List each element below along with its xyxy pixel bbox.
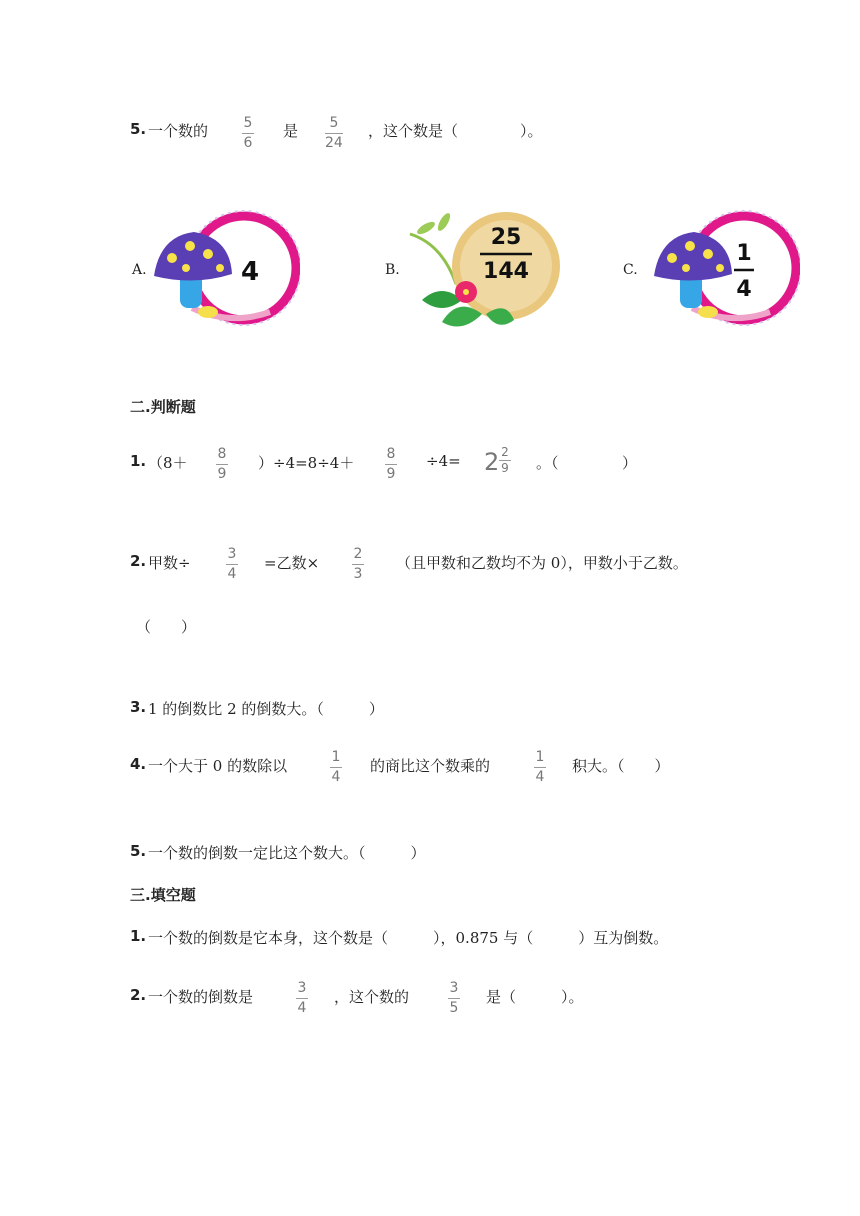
question-number: 5. [130, 842, 147, 860]
question-text: 是 [283, 122, 299, 140]
numerator: 3 [449, 980, 459, 996]
numerator: 3 [227, 546, 237, 562]
option-b-denominator: 144 [483, 259, 529, 284]
question-text: =乙数× [264, 554, 320, 572]
section-heading: 二.判断题 [130, 398, 196, 416]
question-text: 积大。（ ） [572, 757, 670, 775]
numerator: 3 [297, 980, 307, 996]
denominator: 9 [386, 466, 396, 482]
question-number: 1. [130, 927, 147, 945]
mushroom-ring-image-c [650, 208, 800, 326]
numerator: 5 [243, 115, 253, 131]
question-text: 甲数÷ [148, 554, 191, 572]
fraction [385, 446, 397, 483]
question-text: 一个数的倒数是 [148, 988, 254, 1006]
option-c-numerator: 1 [736, 241, 752, 266]
question-text: ÷4= [426, 452, 461, 470]
mixed-number-whole: 2 [484, 448, 500, 476]
question-text: 。（ [536, 454, 559, 472]
question-text: 一个数的 [148, 122, 209, 140]
question-number: 4. [130, 755, 147, 773]
numerator: 5 [329, 115, 339, 131]
fraction [226, 546, 238, 583]
question-text: ） [622, 454, 638, 472]
fraction [216, 446, 228, 483]
question-number: 3. [130, 698, 147, 716]
question-text: （且甲数和乙数均不为 0），甲数小于乙数。 [396, 554, 688, 572]
denominator: 24 [325, 135, 343, 151]
denominator: 6 [243, 135, 253, 151]
mushroom-ring-image-a [150, 208, 300, 326]
fraction [296, 980, 308, 1017]
denominator: 4 [297, 1000, 307, 1016]
option-label-c: C. [623, 262, 638, 278]
numerator: 2 [501, 445, 509, 459]
denominator: 5 [449, 1000, 459, 1016]
option-b-numerator: 25 [490, 225, 522, 250]
fraction [325, 115, 343, 152]
answer-parentheses: （ ） [136, 618, 197, 636]
denominator: 9 [501, 461, 509, 475]
option-label-a: A. [132, 262, 147, 278]
denominator: 3 [353, 566, 363, 582]
barrel-flower-image-b [402, 204, 562, 334]
question-text: （8＋ [148, 454, 188, 472]
question-text: 一个数的倒数一定比这个数大。（ ） [148, 844, 426, 862]
question-text: ，这个数是（ [368, 122, 459, 140]
question-text: 一个大于 0 的数除以 [148, 757, 288, 775]
numerator: 8 [217, 446, 227, 462]
numerator: 1 [331, 749, 341, 765]
question-text: ）÷4=8÷4＋ [258, 454, 355, 472]
denominator: 4 [227, 566, 237, 582]
question-number: 2. [130, 552, 147, 570]
fraction [352, 546, 364, 583]
fraction [448, 980, 460, 1017]
question-text: ，这个数的 [334, 988, 410, 1006]
question-text: 是（ ）。 [486, 988, 584, 1006]
section-heading: 三.填空题 [130, 886, 196, 904]
question-text: 的商比这个数乘的 [370, 757, 491, 775]
numerator: 8 [386, 446, 396, 462]
denominator: 4 [331, 769, 341, 785]
option-a-value: 4 [240, 257, 260, 287]
question-text: 1 的倒数比 2 的倒数大。（ ） [148, 700, 384, 718]
option-c-denominator: 4 [736, 277, 752, 302]
mixed-number-fraction [499, 446, 511, 475]
fraction [242, 115, 254, 152]
question-text: 一个数的倒数是它本身，这个数是（ ），0.875 与（ ）互为倒数。 [148, 929, 669, 947]
question-number: 5. [130, 120, 147, 138]
question-number: 2. [130, 986, 147, 1004]
fraction [330, 749, 342, 786]
denominator: 4 [535, 769, 545, 785]
question-text: ）。 [520, 122, 543, 140]
question-number: 1. [130, 452, 147, 470]
option-label-b: B. [385, 262, 400, 278]
denominator: 9 [217, 466, 227, 482]
numerator: 1 [535, 749, 545, 765]
fraction [534, 749, 546, 786]
numerator: 2 [353, 546, 363, 562]
